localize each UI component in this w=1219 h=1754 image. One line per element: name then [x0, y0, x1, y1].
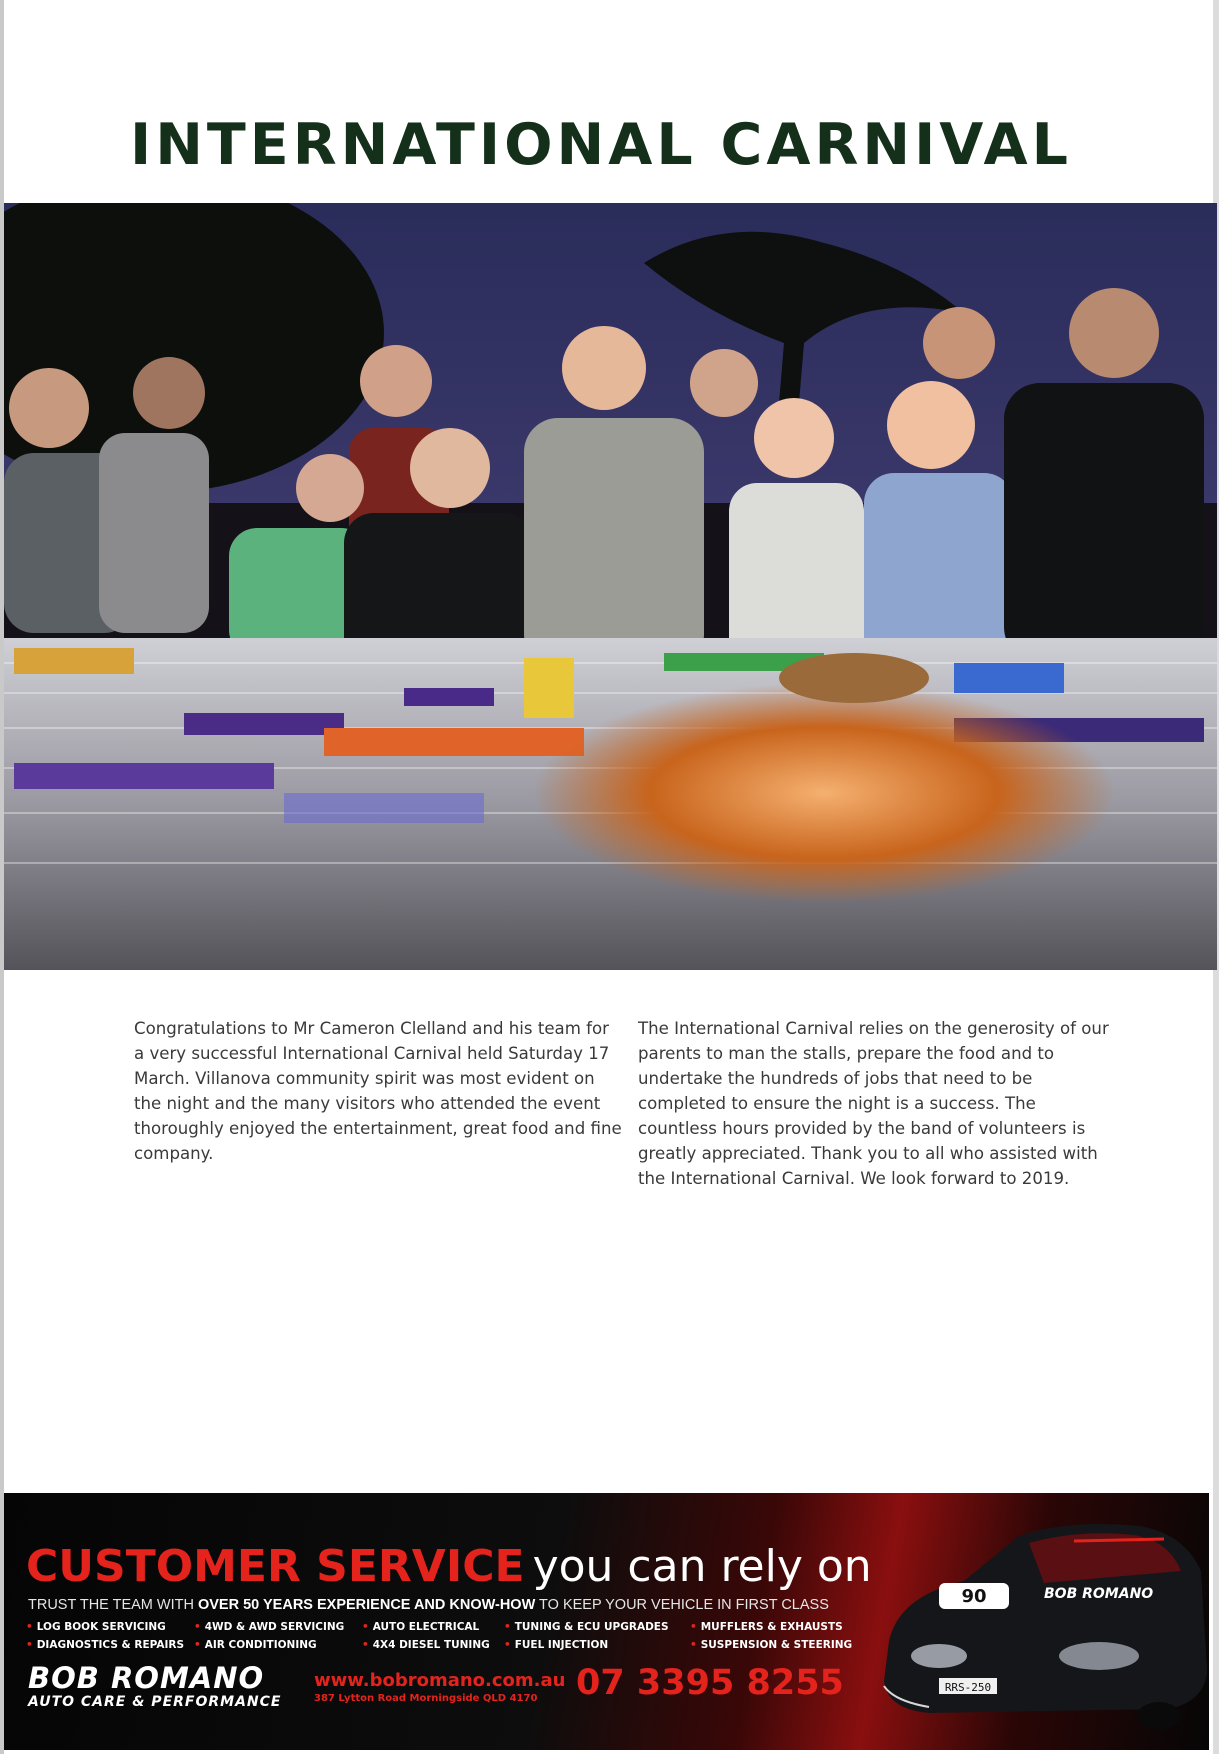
ad-tagline	[28, 1597, 829, 1613]
article-paragraph-right: The International Carnival relies on the generosity of our parents to man the stalls, prepare the food and to undertake the hundreds of jobs that need to be completed to ensure the night is a success. The countless hours provided by the band of volunteers is greatly appreciated. Thank you to all who assisted with the International Carnival. We look forward to 2019.	[638, 1019, 1109, 1188]
service-item: • SUSPENSION & STEERING	[690, 1639, 853, 1651]
brand-name: BOB ROMANO	[28, 1661, 265, 1695]
brand-tagline: AUTO CARE & PERFORMANCE	[28, 1694, 282, 1710]
article-paragraph-left: Congratulations to Mr Cameron Clelland and his team for a very successful International Carnival held Saturday 17 March. Villanova community spirit was most evident on the night and the many visitors who attended the event thoroughly enjoyed the entertainment, great food and fine company.	[134, 1019, 622, 1163]
carnival-photo-illustration	[4, 203, 1217, 970]
street-address: 387 Lytton Road Morningside QLD 4170	[314, 1693, 538, 1704]
service-item: • AUTO ELECTRICAL	[362, 1621, 480, 1633]
ad-headline-light: you can rely on	[532, 1541, 872, 1592]
bob-romano-advertisement[interactable]	[4, 1493, 1209, 1750]
car-brand-decal: BOB ROMANO	[1044, 1586, 1154, 1602]
ad-headline	[26, 1541, 872, 1592]
service-item: • 4WD & AWD SERVICING	[194, 1621, 345, 1633]
phone-number[interactable]: 07 3395 8255	[576, 1663, 844, 1703]
ad-tagline-start: TRUST THE TEAM WITH	[28, 1597, 198, 1613]
service-item: • DIAGNOSTICS & REPAIRS	[26, 1639, 185, 1651]
page-title: INTERNATIONAL CARNIVAL	[130, 112, 1072, 178]
ad-tagline-bold: OVER 50 YEARS EXPERIENCE AND KNOW-HOW	[197, 1597, 536, 1613]
service-item: • TUNING & ECU UPGRADES	[504, 1621, 669, 1633]
website-link[interactable]: www.bobromano.com.au	[314, 1670, 566, 1691]
contact-web	[314, 1670, 565, 1706]
article-column-left	[134, 1016, 624, 1166]
car-illustration	[869, 1501, 1209, 1736]
article-column-right	[638, 1016, 1118, 1191]
service-item: • AIR CONDITIONING	[194, 1639, 317, 1651]
car-number-plate: RRS-250	[944, 1681, 992, 1694]
service-item: • MUFFLERS & EXHAUSTS	[690, 1621, 843, 1633]
car-door-number: 90	[961, 1586, 987, 1607]
service-item: • 4X4 DIESEL TUNING	[362, 1639, 490, 1651]
brand-logo	[28, 1663, 281, 1711]
service-item: • LOG BOOK SERVICING	[26, 1621, 166, 1633]
carnival-photo	[4, 203, 1217, 970]
ad-headline-bold: CUSTOMER SERVICE	[26, 1541, 525, 1592]
service-item: • FUEL INJECTION	[504, 1639, 609, 1651]
ad-tagline-end: TO KEEP YOUR VEHICLE IN FIRST CLASS	[535, 1597, 829, 1613]
